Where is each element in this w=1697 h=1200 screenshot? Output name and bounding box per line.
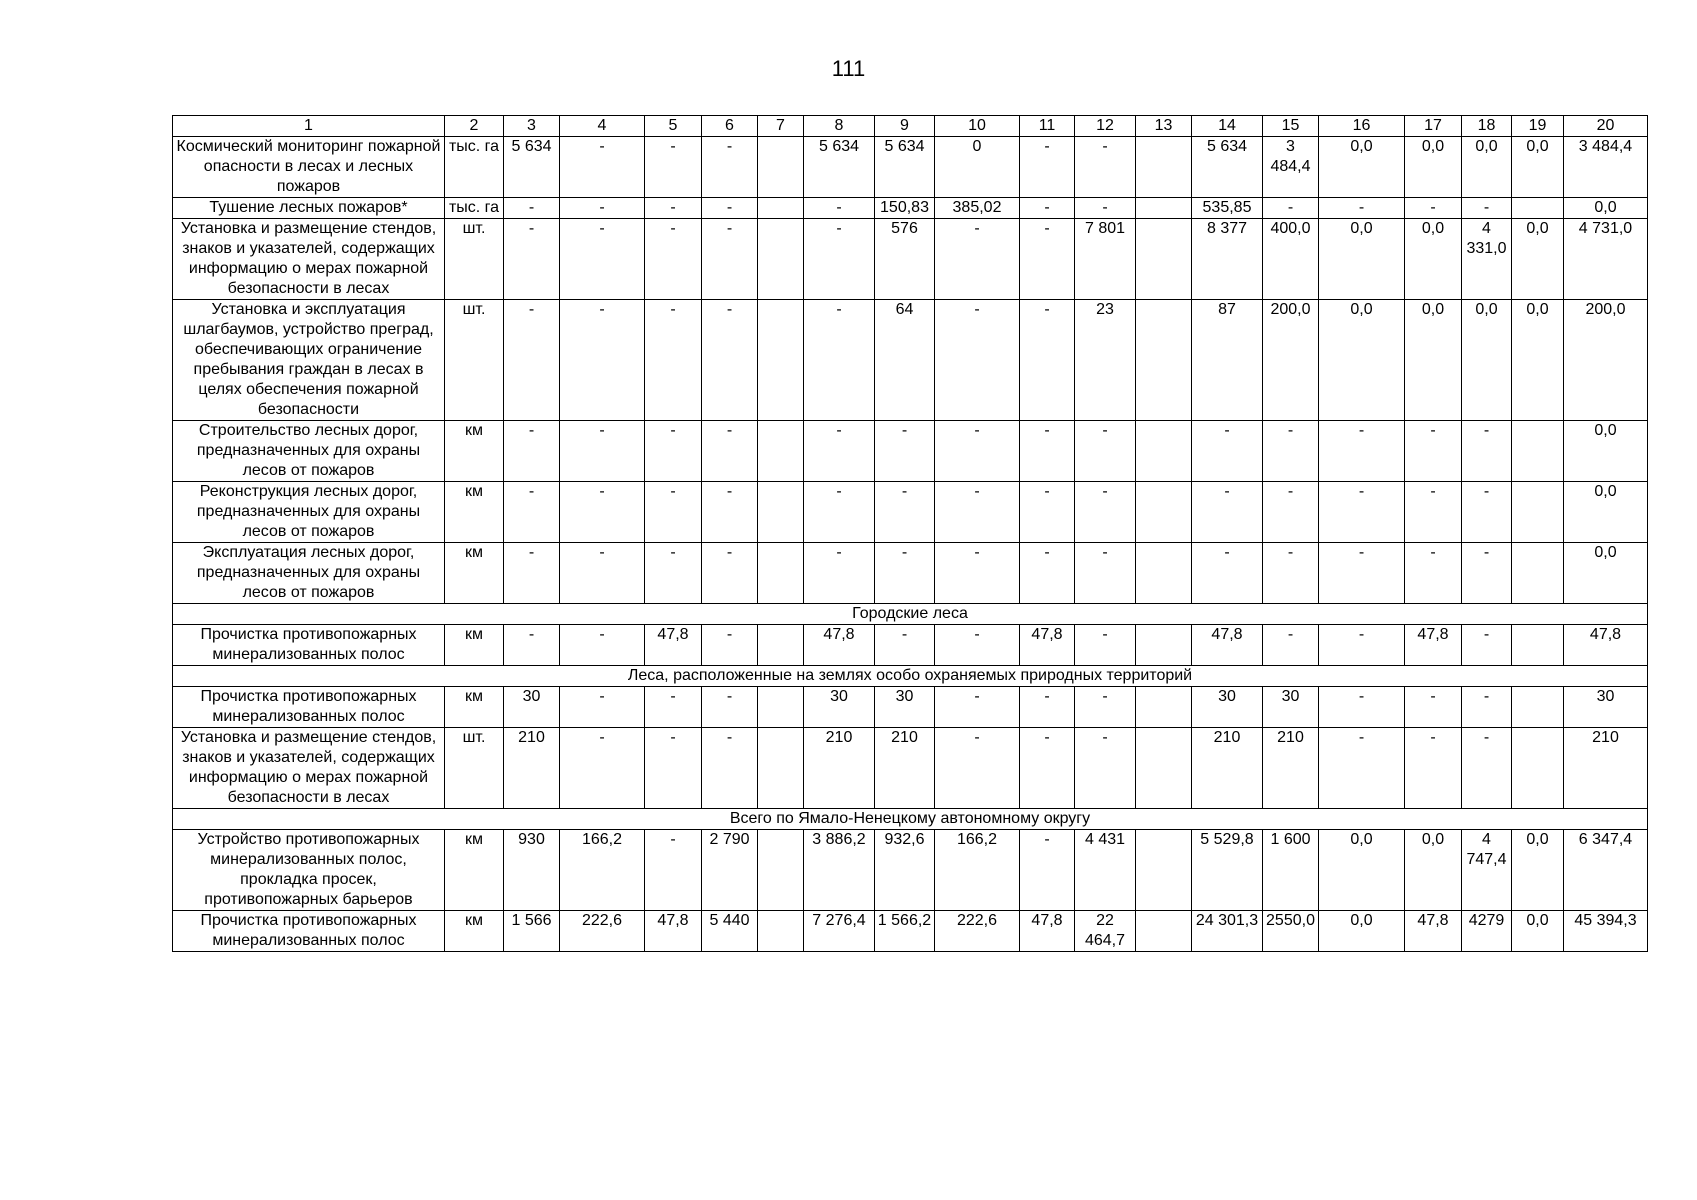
value-cell: - [1319, 421, 1405, 482]
value-cell: 0,0 [1564, 482, 1648, 543]
value-cell: - [1020, 300, 1075, 421]
value-cell [1512, 421, 1564, 482]
value-cell: - [504, 543, 560, 604]
value-cell: - [1075, 198, 1136, 219]
value-cell: - [804, 482, 875, 543]
value-cell: - [1020, 219, 1075, 300]
value-cell: - [1075, 482, 1136, 543]
value-cell: 47,8 [645, 911, 702, 952]
value-cell [1136, 543, 1192, 604]
value-cell: 6 347,4 [1564, 830, 1648, 911]
value-cell: 210 [804, 728, 875, 809]
value-cell: 47,8 [804, 625, 875, 666]
value-cell: 0,0 [1564, 198, 1648, 219]
value-cell: - [1020, 198, 1075, 219]
value-cell: - [1462, 421, 1512, 482]
header-cell: 4 [560, 116, 645, 137]
value-cell: - [935, 687, 1020, 728]
value-cell: - [1075, 543, 1136, 604]
value-cell: 30 [804, 687, 875, 728]
data-table [172, 115, 1648, 952]
value-cell: - [560, 543, 645, 604]
value-cell: 0,0 [1319, 911, 1405, 952]
value-cell [758, 482, 804, 543]
value-cell: - [645, 482, 702, 543]
value-cell: - [804, 219, 875, 300]
value-cell: - [1319, 625, 1405, 666]
value-cell: 47,8 [645, 625, 702, 666]
value-cell: - [560, 300, 645, 421]
value-cell: - [1075, 728, 1136, 809]
header-cell: 10 [935, 116, 1020, 137]
section-heading: Леса, расположенные на землях особо охраняемых природных территорий [173, 666, 1648, 687]
unit-cell: км [445, 482, 504, 543]
row-label-cell: Реконструкция лесных дорог, предназначенных для охраны лесов от пожаров [173, 482, 445, 543]
table-row [173, 911, 1648, 952]
value-cell [1136, 300, 1192, 421]
value-cell: - [1020, 421, 1075, 482]
value-cell: - [1263, 625, 1319, 666]
value-cell: - [560, 482, 645, 543]
value-cell: 0,0 [1512, 911, 1564, 952]
value-cell: 150,83 [875, 198, 935, 219]
value-cell: - [935, 625, 1020, 666]
value-cell: 0,0 [1319, 300, 1405, 421]
value-cell [758, 219, 804, 300]
value-cell: - [645, 543, 702, 604]
value-cell: 400,0 [1263, 219, 1319, 300]
value-cell: - [560, 198, 645, 219]
value-cell: 210 [1263, 728, 1319, 809]
value-cell: - [645, 687, 702, 728]
value-cell: - [702, 219, 758, 300]
value-cell: 0,0 [1319, 137, 1405, 198]
row-label-cell: Строительство лесных дорог, предназначенных для охраны лесов от пожаров [173, 421, 445, 482]
table-row [173, 421, 1648, 482]
value-cell [1136, 728, 1192, 809]
value-cell: 47,8 [1405, 911, 1462, 952]
value-cell [758, 728, 804, 809]
value-cell: 30 [504, 687, 560, 728]
value-cell [1136, 198, 1192, 219]
value-cell: - [1319, 543, 1405, 604]
value-cell: 30 [1564, 687, 1648, 728]
header-cell: 3 [504, 116, 560, 137]
header-cell: 17 [1405, 116, 1462, 137]
value-cell: - [935, 300, 1020, 421]
value-cell: 2 790 [702, 830, 758, 911]
value-cell: 5 529,8 [1192, 830, 1263, 911]
value-cell: - [1319, 198, 1405, 219]
value-cell: 45 394,3 [1564, 911, 1648, 952]
value-cell: 0,0 [1319, 830, 1405, 911]
value-cell: - [1319, 687, 1405, 728]
value-cell: - [875, 421, 935, 482]
value-cell [1136, 421, 1192, 482]
value-cell: - [1020, 830, 1075, 911]
table-row [173, 137, 1648, 198]
value-cell: 166,2 [560, 830, 645, 911]
header-cell: 13 [1136, 116, 1192, 137]
value-cell: 7 276,4 [804, 911, 875, 952]
unit-cell: шт. [445, 219, 504, 300]
value-cell: - [1405, 421, 1462, 482]
value-cell: - [1020, 687, 1075, 728]
header-cell: 18 [1462, 116, 1512, 137]
value-cell: 0,0 [1564, 543, 1648, 604]
value-cell: 0,0 [1512, 137, 1564, 198]
value-cell: 0,0 [1512, 219, 1564, 300]
header-cell: 9 [875, 116, 935, 137]
header-cell: 2 [445, 116, 504, 137]
value-cell: 0,0 [1319, 219, 1405, 300]
row-label-cell: Прочистка противопожарных минерализованных полос [173, 687, 445, 728]
row-label-cell: Установка и размещение стендов, знаков и указателей, содержащих информацию о мерах пожарной безопасности в лесах [173, 728, 445, 809]
row-label-cell: Прочистка противопожарных минерализованных полос [173, 911, 445, 952]
unit-cell: км [445, 543, 504, 604]
section-heading-row [173, 809, 1648, 830]
section-heading-row [173, 666, 1648, 687]
value-cell: 3 484,4 [1564, 137, 1648, 198]
value-cell: 47,8 [1020, 911, 1075, 952]
value-cell: 47,8 [1405, 625, 1462, 666]
value-cell: 200,0 [1564, 300, 1648, 421]
value-cell: - [645, 219, 702, 300]
value-cell: 0,0 [1564, 421, 1648, 482]
value-cell: - [645, 300, 702, 421]
value-cell: 5 634 [1192, 137, 1263, 198]
value-cell: 30 [875, 687, 935, 728]
value-cell: - [560, 687, 645, 728]
table-row [173, 198, 1648, 219]
row-label-cell: Прочистка противопожарных минерализованных полос [173, 625, 445, 666]
value-cell: - [1405, 728, 1462, 809]
value-cell [1136, 830, 1192, 911]
value-cell: - [1020, 137, 1075, 198]
value-cell [758, 830, 804, 911]
section-heading-row [173, 604, 1648, 625]
value-cell: 47,8 [1020, 625, 1075, 666]
value-cell: 200,0 [1263, 300, 1319, 421]
value-cell [758, 543, 804, 604]
value-cell: - [645, 830, 702, 911]
header-cell: 8 [804, 116, 875, 137]
value-cell: 1 600 [1263, 830, 1319, 911]
value-cell: - [1192, 421, 1263, 482]
value-cell [1512, 198, 1564, 219]
header-cell: 7 [758, 116, 804, 137]
value-cell: 0,0 [1405, 300, 1462, 421]
value-cell: - [1020, 482, 1075, 543]
value-cell: - [702, 543, 758, 604]
value-cell: 166,2 [935, 830, 1020, 911]
value-cell [758, 625, 804, 666]
value-cell: - [804, 421, 875, 482]
value-cell [1512, 687, 1564, 728]
value-cell: - [560, 728, 645, 809]
value-cell: 24 301,3 [1192, 911, 1263, 952]
value-cell: 5 634 [804, 137, 875, 198]
header-cell: 19 [1512, 116, 1564, 137]
value-cell: - [560, 421, 645, 482]
table-row [173, 300, 1648, 421]
value-cell [1512, 482, 1564, 543]
value-cell [1136, 687, 1192, 728]
value-cell: - [560, 219, 645, 300]
value-cell: - [875, 543, 935, 604]
value-cell: - [504, 482, 560, 543]
value-cell: 210 [875, 728, 935, 809]
value-cell [758, 137, 804, 198]
value-cell [758, 300, 804, 421]
value-cell: 576 [875, 219, 935, 300]
value-cell [758, 687, 804, 728]
row-label-cell: Установка и размещение стендов, знаков и указателей, содержащих информацию о мерах пожарной безопасности в лесах [173, 219, 445, 300]
header-cell: 11 [1020, 116, 1075, 137]
value-cell: - [1075, 137, 1136, 198]
value-cell: - [702, 421, 758, 482]
value-cell: 0,0 [1405, 219, 1462, 300]
value-cell: 3 886,2 [804, 830, 875, 911]
value-cell: - [504, 219, 560, 300]
value-cell: 1 566,2 [875, 911, 935, 952]
row-label-cell: Установка и эксплуатация шлагбаумов, устройство преград, обеспечивающих ограничение пребывания граждан в лесах в целях обеспечения пожарной безопасности [173, 300, 445, 421]
value-cell: - [935, 482, 1020, 543]
value-cell [758, 911, 804, 952]
value-cell: - [504, 300, 560, 421]
value-cell: - [1319, 728, 1405, 809]
value-cell: - [504, 198, 560, 219]
value-cell: - [1462, 625, 1512, 666]
value-cell: - [1075, 421, 1136, 482]
value-cell: - [1263, 198, 1319, 219]
value-cell: - [875, 625, 935, 666]
value-cell: 1 566 [504, 911, 560, 952]
value-cell: - [702, 198, 758, 219]
value-cell: - [504, 625, 560, 666]
unit-cell: тыс. га [445, 198, 504, 219]
value-cell: 4 331,0 [1462, 219, 1512, 300]
value-cell: - [1192, 482, 1263, 543]
value-cell [1136, 911, 1192, 952]
value-cell: 47,8 [1192, 625, 1263, 666]
value-cell: - [804, 300, 875, 421]
value-cell: - [1192, 543, 1263, 604]
value-cell: - [645, 421, 702, 482]
value-cell: - [645, 137, 702, 198]
value-cell: 930 [504, 830, 560, 911]
table-row [173, 625, 1648, 666]
value-cell [1136, 219, 1192, 300]
value-cell: - [804, 543, 875, 604]
value-cell: 0,0 [1512, 830, 1564, 911]
value-cell: 30 [1263, 687, 1319, 728]
value-cell: 0 [935, 137, 1020, 198]
value-cell: - [1075, 625, 1136, 666]
value-cell: - [504, 421, 560, 482]
value-cell: - [645, 728, 702, 809]
value-cell [1512, 728, 1564, 809]
value-cell: - [1405, 687, 1462, 728]
value-cell: - [702, 728, 758, 809]
value-cell: 222,6 [935, 911, 1020, 952]
value-cell: - [1319, 482, 1405, 543]
unit-cell: км [445, 421, 504, 482]
header-cell: 1 [173, 116, 445, 137]
value-cell: - [1462, 482, 1512, 543]
value-cell: 385,02 [935, 198, 1020, 219]
header-cell: 16 [1319, 116, 1405, 137]
unit-cell: шт. [445, 728, 504, 809]
header-cell: 15 [1263, 116, 1319, 137]
page-number: 111 [831, 56, 866, 81]
table-body [173, 116, 1648, 952]
value-cell: 4 731,0 [1564, 219, 1648, 300]
value-cell: - [1075, 687, 1136, 728]
value-cell: - [560, 625, 645, 666]
value-cell: - [1405, 482, 1462, 543]
unit-cell: км [445, 625, 504, 666]
unit-cell: км [445, 911, 504, 952]
value-cell: 8 377 [1192, 219, 1263, 300]
value-cell: - [702, 625, 758, 666]
value-cell: 210 [504, 728, 560, 809]
table-row [173, 830, 1648, 911]
table-row [173, 482, 1648, 543]
value-cell: - [1405, 543, 1462, 604]
value-cell: - [935, 728, 1020, 809]
value-cell: - [1020, 728, 1075, 809]
section-heading: Всего по Ямало-Ненецкому автономному округу [173, 809, 1648, 830]
value-cell [1136, 625, 1192, 666]
header-cell: 12 [1075, 116, 1136, 137]
value-cell: - [1263, 482, 1319, 543]
value-cell: 64 [875, 300, 935, 421]
value-cell: 0,0 [1405, 137, 1462, 198]
value-cell: 2550,0 [1263, 911, 1319, 952]
value-cell: 0,0 [1462, 137, 1512, 198]
value-cell: - [935, 543, 1020, 604]
value-cell: 210 [1564, 728, 1648, 809]
header-cell: 20 [1564, 116, 1648, 137]
row-label-cell: Эксплуатация лесных дорог, предназначенных для охраны лесов от пожаров [173, 543, 445, 604]
section-heading: Городские леса [173, 604, 1648, 625]
value-cell: - [875, 482, 935, 543]
value-cell: 932,6 [875, 830, 935, 911]
value-cell [1512, 625, 1564, 666]
value-cell: 4 431 [1075, 830, 1136, 911]
value-cell: 210 [1192, 728, 1263, 809]
header-row [173, 116, 1648, 137]
value-cell [1136, 137, 1192, 198]
value-cell: 23 [1075, 300, 1136, 421]
table-row [173, 543, 1648, 604]
value-cell: - [702, 137, 758, 198]
value-cell [758, 198, 804, 219]
unit-cell: шт. [445, 300, 504, 421]
value-cell: - [1405, 198, 1462, 219]
value-cell: 535,85 [1192, 198, 1263, 219]
value-cell: - [935, 421, 1020, 482]
value-cell: - [1263, 543, 1319, 604]
value-cell: 22 464,7 [1075, 911, 1136, 952]
value-cell: 47,8 [1564, 625, 1648, 666]
value-cell: - [1020, 543, 1075, 604]
value-cell: - [702, 687, 758, 728]
header-cell: 5 [645, 116, 702, 137]
value-cell: - [1462, 543, 1512, 604]
value-cell: - [1462, 198, 1512, 219]
value-cell: - [1462, 687, 1512, 728]
value-cell: - [1462, 728, 1512, 809]
unit-cell: тыс. га [445, 137, 504, 198]
value-cell: - [702, 482, 758, 543]
header-cell: 14 [1192, 116, 1263, 137]
value-cell: 0,0 [1512, 300, 1564, 421]
value-cell [1136, 482, 1192, 543]
table-row [173, 687, 1648, 728]
value-cell: 5 634 [875, 137, 935, 198]
value-cell: 4 747,4 [1462, 830, 1512, 911]
value-cell: 0,0 [1462, 300, 1512, 421]
row-label-cell: Космический мониторинг пожарной опасности в лесах и лесных пожаров [173, 137, 445, 198]
value-cell: 3 484,4 [1263, 137, 1319, 198]
value-cell: - [804, 198, 875, 219]
value-cell: 222,6 [560, 911, 645, 952]
value-cell: 30 [1192, 687, 1263, 728]
value-cell: 87 [1192, 300, 1263, 421]
value-cell: 0,0 [1405, 830, 1462, 911]
value-cell: - [1263, 421, 1319, 482]
unit-cell: км [445, 687, 504, 728]
value-cell: 5 440 [702, 911, 758, 952]
value-cell: - [560, 137, 645, 198]
row-label-cell: Устройство противопожарных минерализованных полос, прокладка просек, противопожарных барьеров [173, 830, 445, 911]
value-cell [758, 421, 804, 482]
table-row [173, 728, 1648, 809]
value-cell [1512, 543, 1564, 604]
table-row [173, 219, 1648, 300]
header-cell: 6 [702, 116, 758, 137]
value-cell: - [702, 300, 758, 421]
value-cell: 4279 [1462, 911, 1512, 952]
value-cell: 7 801 [1075, 219, 1136, 300]
unit-cell: км [445, 830, 504, 911]
value-cell: 5 634 [504, 137, 560, 198]
row-label-cell: Тушение лесных пожаров* [173, 198, 445, 219]
value-cell: - [645, 198, 702, 219]
value-cell: - [935, 219, 1020, 300]
